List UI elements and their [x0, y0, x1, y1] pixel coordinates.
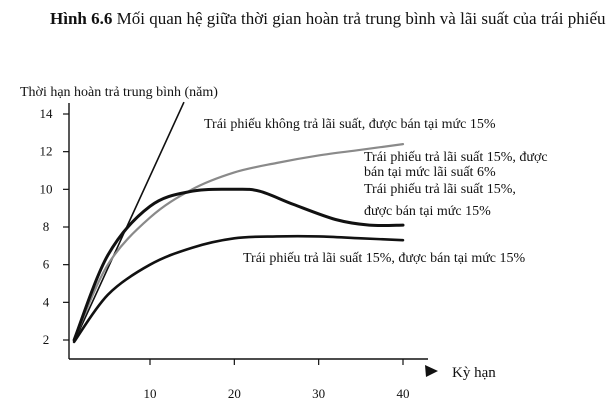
- annotation-15pct-line2: được bán tại mức 15%: [364, 204, 491, 219]
- series-lines: [74, 103, 403, 342]
- y-tick-label: 14: [39, 106, 53, 121]
- x-tick-label: 10: [143, 386, 157, 401]
- annotation-6pct-line2: bán tại mức lãi suất 6%: [364, 165, 496, 180]
- figure-number: Hình 6.6: [50, 9, 113, 28]
- y-tick-label: 2: [42, 332, 50, 347]
- y-tick-label: 8: [42, 219, 50, 234]
- x-tick-label: 40: [396, 386, 410, 401]
- x-axis-arrow-icon: [425, 365, 438, 377]
- series-line-1: [74, 103, 184, 342]
- annotation-zero-coupon: Trái phiếu không trả lãi suất, được bán tại mức 15%: [204, 117, 496, 132]
- annotation-bottom-curve: Trái phiếu trả lãi suất 15%, được bán tại mức 15%: [243, 251, 526, 266]
- y-tick-label: 4: [42, 294, 50, 310]
- y-axis-label: Thời hạn hoàn trả trung bình (năm): [20, 85, 218, 100]
- annotation-6pct-line1: Trái phiếu trả lãi suất 15%, được: [364, 150, 548, 165]
- annotation-15pct-line1: Trái phiếu trả lãi suất 15%,: [364, 182, 516, 197]
- x-tick-label: 30: [312, 386, 326, 401]
- y-tick-label: 6: [42, 256, 50, 272]
- series-line-2: [74, 144, 403, 340]
- y-tick-label: 10: [39, 181, 53, 197]
- figure-caption-text: Mối quan hệ giữa thời gian hoàn trả trung bình và lãi suất của trái phiếu: [112, 9, 606, 28]
- x-tick-label: 20: [227, 386, 241, 401]
- x-axis-label: Kỳ hạn: [452, 365, 496, 381]
- y-tick-label: 12: [39, 143, 53, 159]
